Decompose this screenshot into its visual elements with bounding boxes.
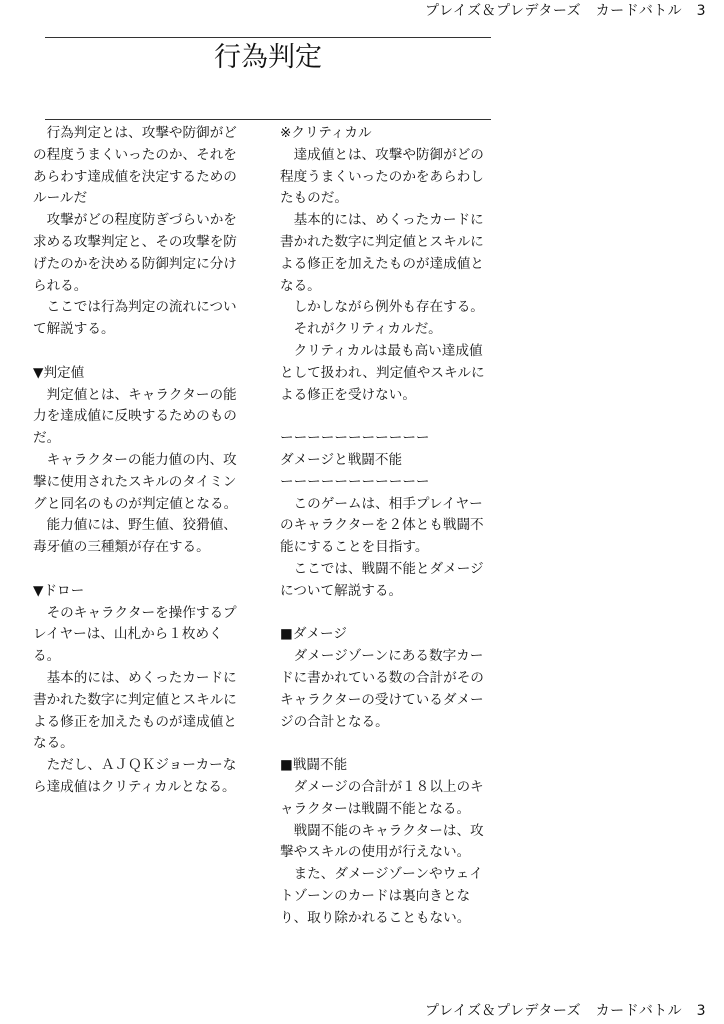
text-line: トゾーンのカードは裏向きとな bbox=[280, 887, 471, 904]
text-line: 達成値とは、攻撃や防御がどの bbox=[280, 146, 484, 163]
text-line: 能にすることを目指す。 bbox=[280, 539, 429, 556]
text-line: 毒牙値の三種類が存在する。 bbox=[33, 539, 210, 556]
left-column bbox=[33, 123, 255, 799]
text-line: 能力値には、野生値、狡猾値、 bbox=[33, 517, 237, 534]
title-bottom-rule bbox=[45, 119, 491, 120]
text-line: ■ダメージ bbox=[280, 626, 347, 643]
text-line: 力を達成値に反映するためのもの bbox=[33, 408, 237, 425]
text-line: る。 bbox=[33, 648, 61, 665]
running-header: プレイズ＆プレデターズ カードバトル 3 bbox=[425, 3, 706, 19]
text-line: の程度うまくいったのか、それを bbox=[33, 146, 237, 163]
text-line: 程度うまくいったのかをあらわし bbox=[280, 168, 484, 185]
text-line: ドに書かれている数の合計がその bbox=[280, 669, 484, 686]
text-line: クリティカルは最も高い達成値 bbox=[280, 342, 483, 359]
text-line: なる。 bbox=[33, 735, 74, 752]
text-line: そのキャラクターを操作するプ bbox=[33, 604, 237, 621]
text-line: ■戦闘不能 bbox=[280, 757, 348, 774]
text-line: 行為判定とは、攻撃や防御がど bbox=[33, 125, 237, 141]
text-line: キャラクターの能力値の内、攻 bbox=[33, 451, 237, 468]
text-line: それがクリティカルだ。 bbox=[280, 321, 442, 338]
text-line: よる修正を受けない。 bbox=[280, 386, 416, 403]
text-line: よる修正を加えたものが達成値と bbox=[280, 255, 484, 272]
text-line: よる修正を加えたものが達成値と bbox=[33, 713, 237, 730]
text-line: ▼ドロー bbox=[33, 582, 85, 599]
text-line: ーーーーーーーーーーー bbox=[280, 473, 430, 490]
text-line: しかしながら例外も存在する。 bbox=[280, 299, 484, 316]
text-line: 書かれた数字に判定値とスキルに bbox=[33, 691, 237, 708]
text-line: 判定値とは、キャラクターの能 bbox=[33, 386, 237, 403]
text-line: たものだ。 bbox=[280, 190, 348, 207]
text-line: げたのかを決める防御判定に分け bbox=[33, 255, 237, 272]
text-line: 書かれた数字に判定値とスキルに bbox=[280, 233, 484, 250]
text-line: レイヤーは、山札から１枚めく bbox=[33, 626, 223, 643]
text-line: ャラクターは戦闘不能となる。 bbox=[280, 800, 471, 817]
running-footer: プレイズ＆プレデターズ カードバトル 3 bbox=[425, 1003, 706, 1019]
title-top-rule bbox=[45, 37, 491, 38]
text-line: られる。 bbox=[33, 277, 88, 294]
text-line: ただし、ＡＪＱＫジョーカーな bbox=[33, 757, 237, 774]
text-line: ーーーーーーーーーーー bbox=[280, 430, 430, 447]
text-line: ここでは、戦闘不能とダメージ bbox=[280, 560, 484, 577]
text-line: のキャラクターを２体とも戦闘不 bbox=[280, 517, 484, 534]
text-line: グと同名のものが判定値となる。 bbox=[33, 495, 238, 512]
text-line: キャラクターの受けているダメー bbox=[280, 691, 484, 708]
text-line: ダメージゾーンにある数字カー bbox=[280, 648, 484, 665]
text-line: ※クリティカル bbox=[280, 125, 372, 141]
text-line: 攻撃がどの程度防ぎづらいかを bbox=[33, 212, 237, 229]
blank-line bbox=[280, 733, 502, 755]
blank-line bbox=[33, 559, 255, 581]
page-title: 行為判定 bbox=[214, 42, 322, 73]
blank-line bbox=[280, 603, 502, 625]
blank-line bbox=[33, 341, 255, 363]
text-line: だ。 bbox=[33, 430, 61, 447]
text-line: 基本的には、めくったカードに bbox=[280, 212, 484, 229]
text-line: ダメージと戦闘不能 bbox=[280, 451, 403, 468]
text-line: このゲームは、相手プレイヤー bbox=[280, 495, 483, 512]
text-line: 求める攻撃判定と、その攻撃を防 bbox=[33, 233, 237, 250]
text-line: あらわす達成値を決定するための bbox=[33, 168, 237, 185]
text-line: 戦闘不能のキャラクターは、攻 bbox=[280, 822, 484, 839]
right-column bbox=[280, 123, 502, 929]
text-line: について解説する。 bbox=[280, 582, 403, 599]
text-line: なる。 bbox=[280, 277, 321, 294]
text-line: 撃に使用されたスキルのタイミン bbox=[33, 473, 237, 490]
text-line: ジの合計となる。 bbox=[280, 713, 389, 730]
text-line: り、取り除かれることもない。 bbox=[280, 909, 471, 926]
text-line: 基本的には、めくったカードに bbox=[33, 669, 237, 686]
text-line: ら達成値はクリティカルとなる。 bbox=[33, 778, 236, 795]
text-line: 撃やスキルの使用が行えない。 bbox=[280, 844, 471, 861]
text-line: また、ダメージゾーンやウェイ bbox=[280, 866, 483, 883]
text-line: として扱われ、判定値やスキルに bbox=[280, 364, 485, 381]
text-line: て解説する。 bbox=[33, 321, 115, 338]
blank-line bbox=[280, 406, 502, 428]
text-line: ルールだ bbox=[33, 190, 88, 207]
text-line: ダメージの合計が１８以上のキ bbox=[280, 778, 484, 795]
text-line: ここでは行為判定の流れについ bbox=[33, 299, 237, 316]
text-line: ▼判定値 bbox=[33, 364, 85, 381]
